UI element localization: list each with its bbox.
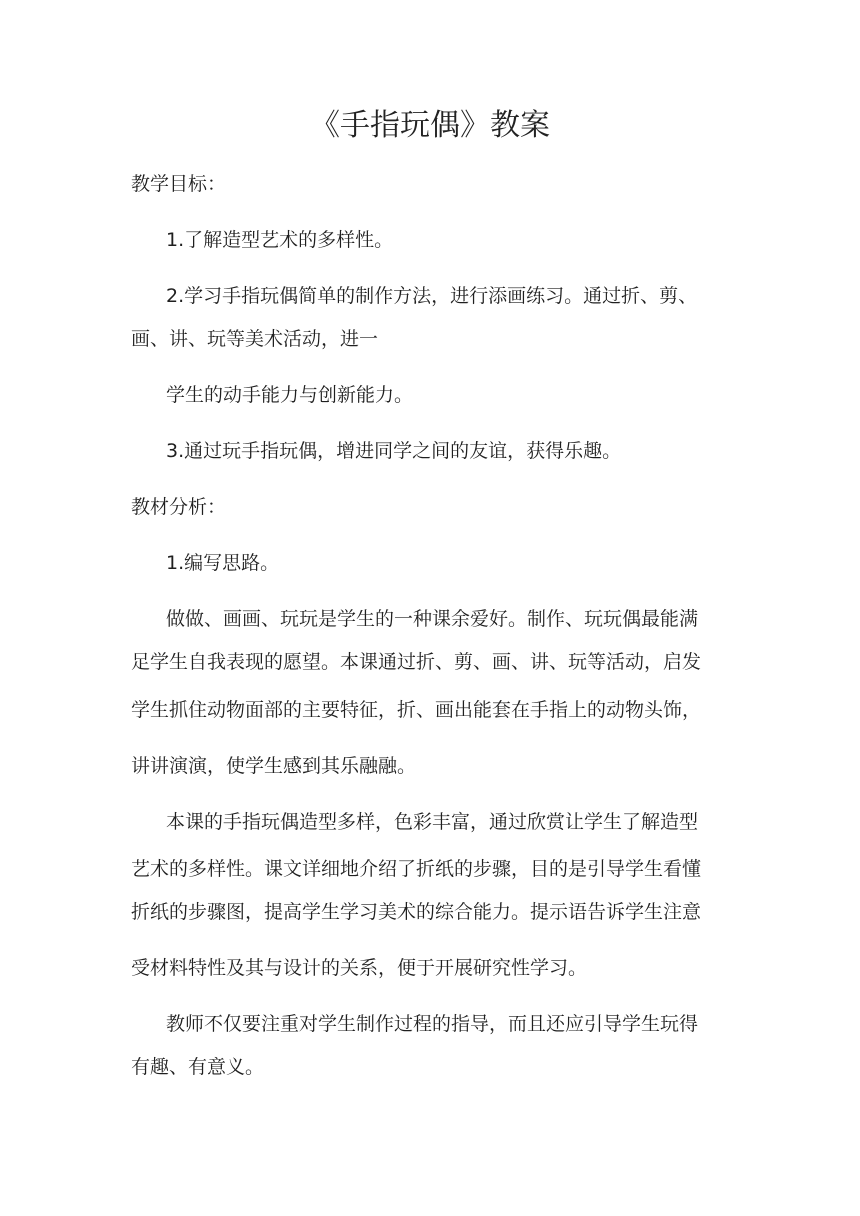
paragraph-2-line-4: 受材料特性及其与设计的关系，便于开展研究性学习。	[131, 957, 588, 979]
paragraph-2-line-1: 本课的手指玩偶造型多样，色彩丰富，通过欣赏让学生了解造型	[166, 811, 699, 833]
objective-2-line-1: 2.学习手指玩偶简单的制作方法，进行添画练习。通过折、剪、	[166, 285, 698, 307]
document-title: 《手指玩偶》教案	[310, 108, 550, 143]
objective-3: 3.通过玩手指玩偶，增进同学之间的友谊，获得乐趣。	[166, 440, 622, 462]
paragraph-1-line-3: 学生抓住动物面部的主要特征，折、画出能套在手指上的动物头饰，	[131, 699, 702, 721]
objective-2-line-3: 学生的动手能力与创新能力。	[166, 384, 414, 406]
objective-2-line-2: 画、讲、玩等美术活动，进一	[131, 328, 379, 350]
section-heading-analysis: 教材分析：	[131, 496, 227, 518]
paragraph-1-line-4: 讲讲演演，使学生感到其乐融融。	[131, 755, 417, 777]
analysis-item-1: 1.编写思路。	[166, 552, 280, 574]
paragraph-1-line-1: 做做、画画、玩玩是学生的一种课余爱好。制作、玩玩偶最能满	[166, 608, 699, 630]
objective-1: 1.了解造型艺术的多样性。	[166, 229, 394, 251]
paragraph-3-line-2: 有趣、有意义。	[131, 1056, 265, 1078]
paragraph-2-line-2: 艺术的多样性。课文详细地介绍了折纸的步骤，目的是引导学生看懂	[131, 858, 702, 880]
paragraph-1-line-2: 足学生自我表现的愿望。本课通过折、剪、画、讲、玩等活动，启发	[131, 651, 702, 673]
paragraph-2-line-3: 折纸的步骤图，提高学生学习美术的综合能力。提示语告诉学生注意	[131, 901, 702, 923]
section-heading-objectives: 教学目标：	[131, 173, 227, 195]
paragraph-3-line-1: 教师不仅要注重对学生制作过程的指导，而且还应引导学生玩得	[166, 1013, 699, 1035]
